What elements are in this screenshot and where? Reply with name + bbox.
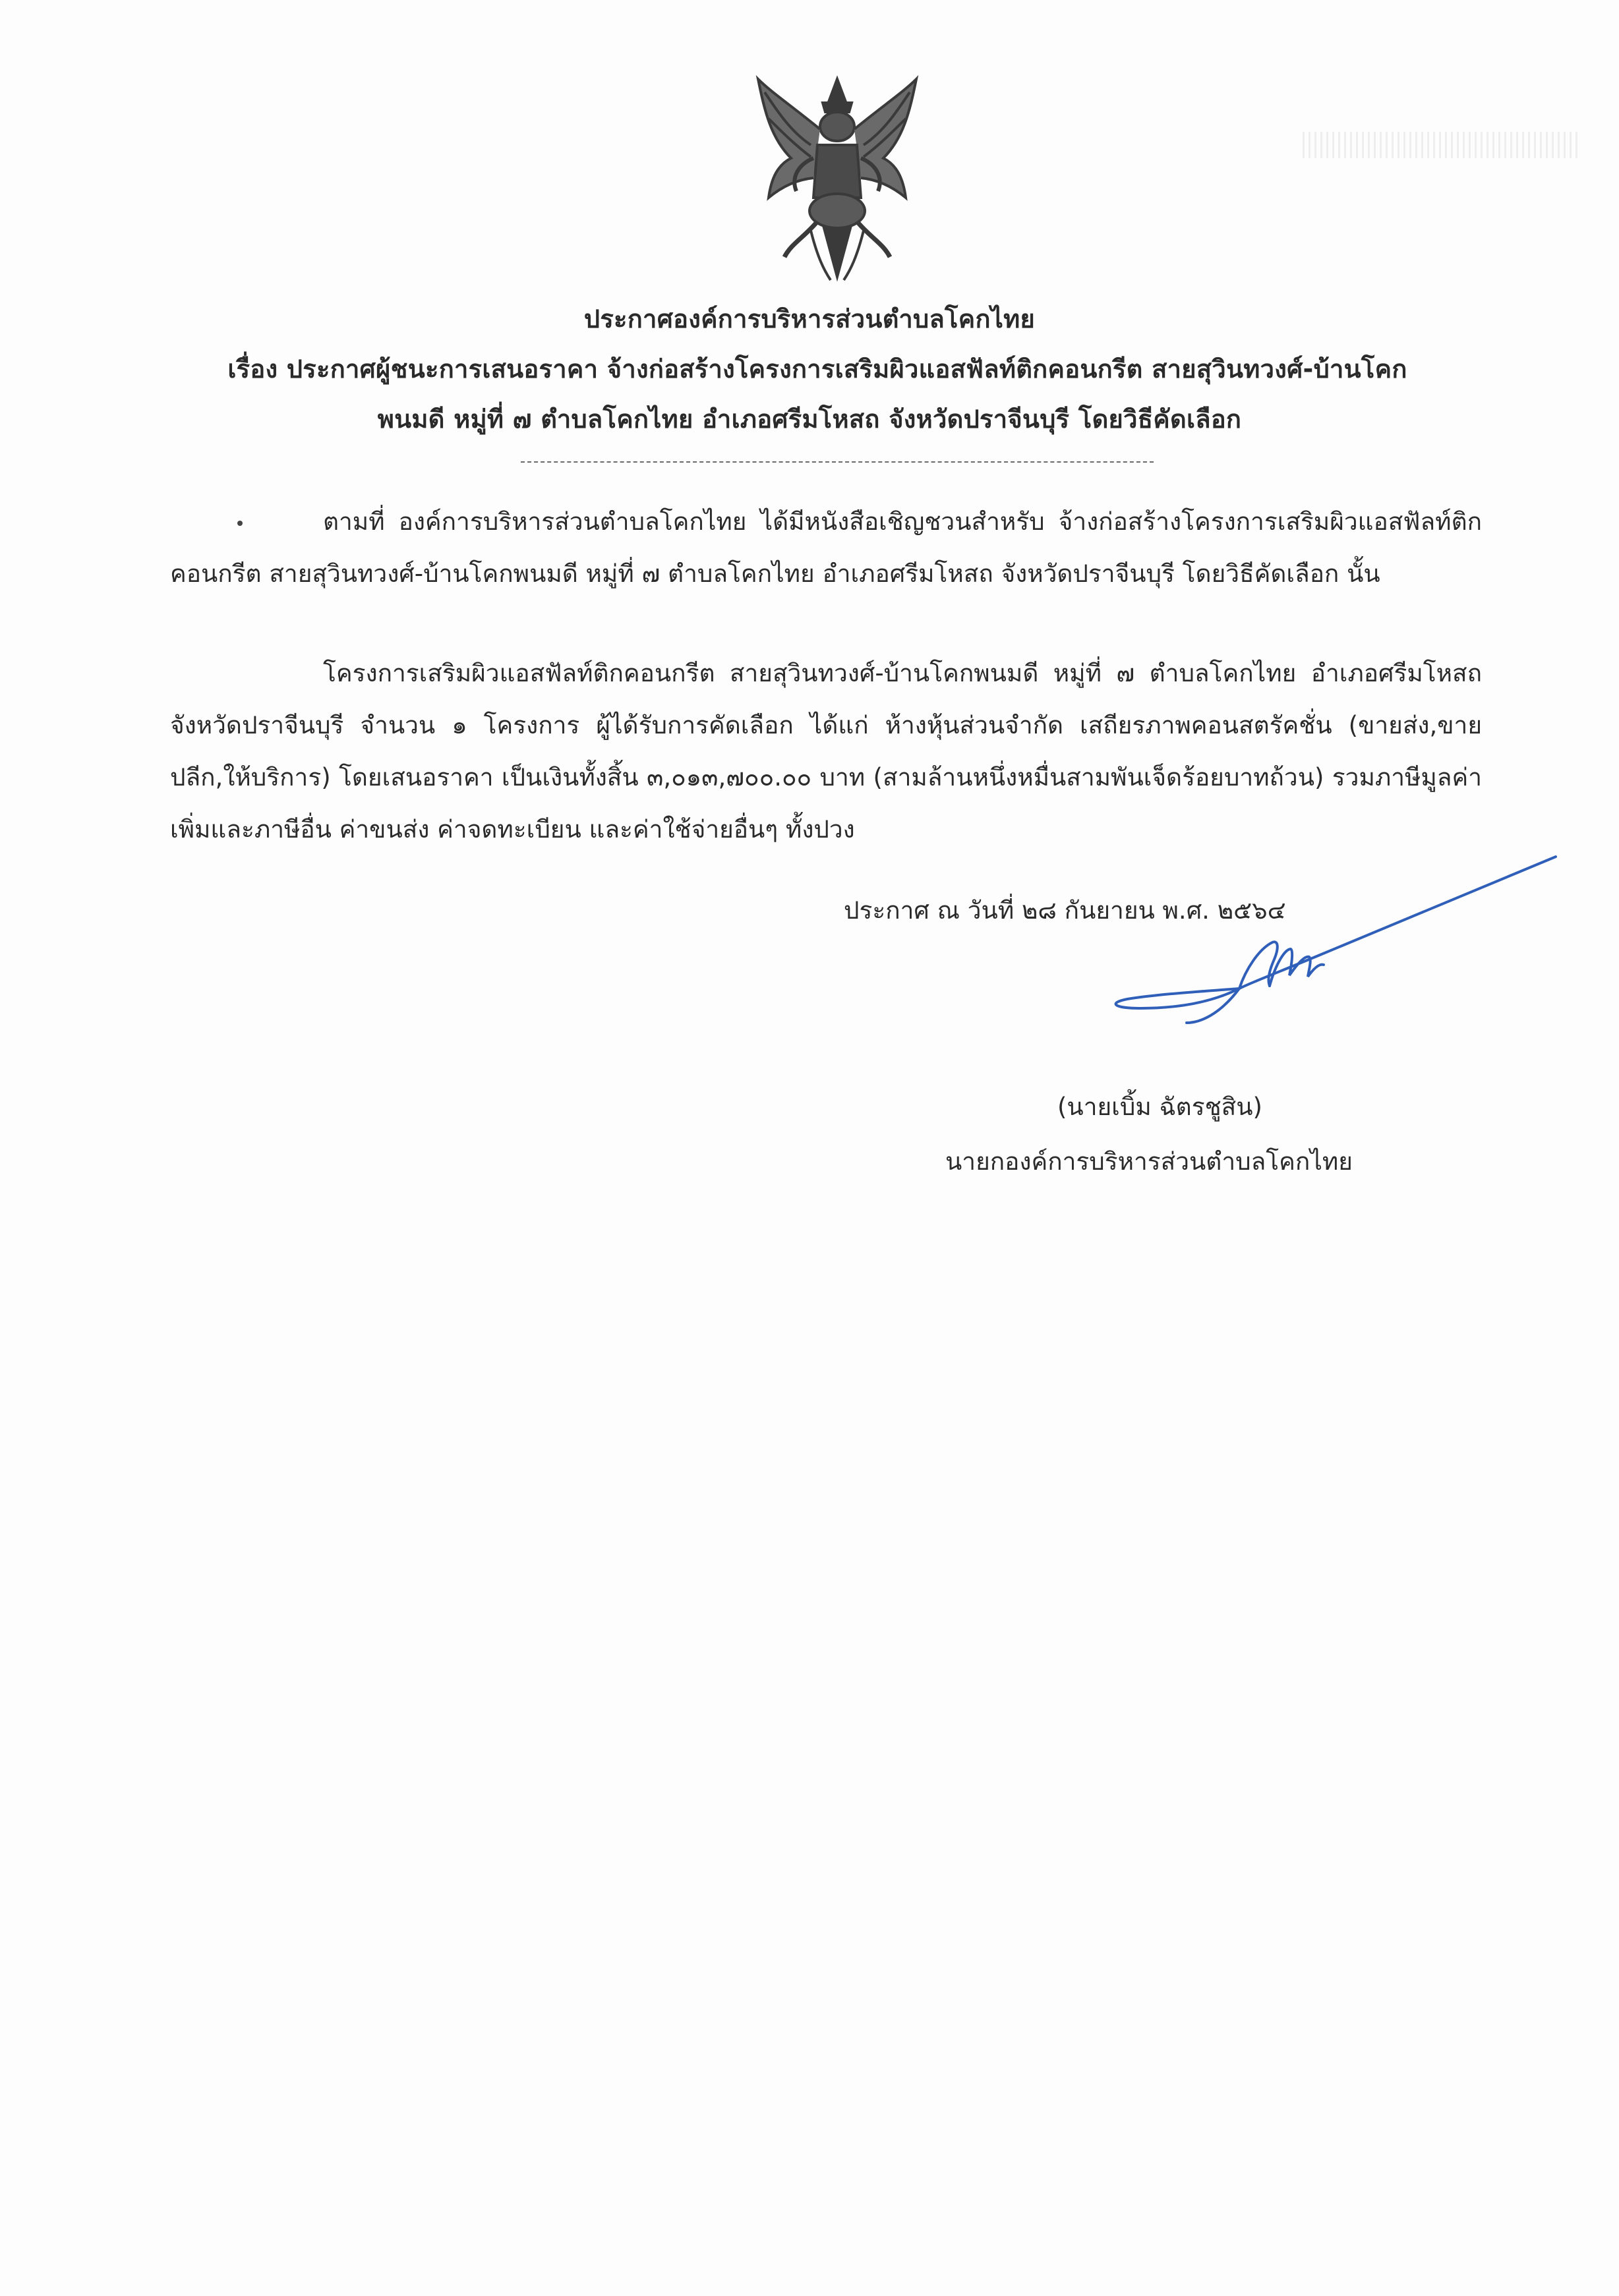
garuda-emblem-icon — [745, 66, 929, 290]
body-paragraph-1 — [170, 496, 1482, 600]
divider — [521, 461, 1154, 463]
subject-line-continued: พนมดี หมู่ที่ ๗ ตำบลโคกไทย อำเภอศรีมโหสถ จังหวัดปราจีนบุรี โดยวิธีคัดเลือก — [377, 405, 1242, 434]
handwritten-signature-icon — [1081, 850, 1582, 1061]
body-paragraph-2 — [170, 647, 1482, 855]
signer-position: นายกองค์การบริหารส่วนตำบลโคกไทย — [945, 1147, 1353, 1176]
scan-artifact — [1303, 132, 1579, 158]
document-title: ประกาศองค์การบริหารส่วนตำบลโคกไทย — [583, 304, 1036, 333]
signer-name: (นายเบิ้ม ฉัตรชูสิน) — [1057, 1093, 1262, 1121]
paragraph-1-text: ตามที่ องค์การบริหารส่วนตำบลโคกไทย ได้มีหนังสือเชิญชวนสำหรับ จ้างก่อสร้างโครงการเสริมผิวแอสฟัลท์ติกคอนกรีต สายสุวินทวงศ์-บ้านโคกพนมดี หมู่ที่ ๗ ตำบลโคกไทย อำเภอศรีมโหสถ จังหวัดปราจีนบุรี โดยวิธีคัดเลือก นั้น — [170, 507, 1482, 588]
paragraph-2-text: โครงการเสริมผิวแอสฟัลท์ติกคอนกรีต สายสุวินทวงศ์-บ้านโคกพนมดี หมู่ที่ ๗ ตำบลโคกไทย อำเภอศรีมโหสถ จังหวัดปราจีนบุรี จำนวน ๑ โครงการ ผู้ได้รับการคัดเลือก ได้แก่ ห้างหุ้นส่วนจำกัด เสถียรภาพคอนสตรัคชั่น (ขายส่ง,ขายปลีก,ให้บริการ) โดยเสนอราคา เป็นเงินทั้งสิ้น ๓,๐๑๓,๗๐๐.๐๐ บาท (สามล้านหนึ่งหมื่นสามพันเจ็ดร้อยบาทถ้วน) รวมภาษีมูลค่าเพิ่มและภาษีอื่น ค่าขนส่ง ค่าจดทะเบียน และค่าใช้จ่ายอื่นๆ ทั้งปวง — [170, 659, 1482, 844]
subject-line: เรื่อง ประกาศผู้ชนะการเสนอราคา จ้างก่อสร้างโครงการเสริมผิวแอสฟัลท์ติกคอนกรีต สายสุวินทวงศ์-บ้านโคก — [227, 355, 1407, 384]
announcement-date: ประกาศ ณ วันที่ ๒๘ กันยายน พ.ศ. ๒๕๖๔ — [844, 896, 1286, 925]
